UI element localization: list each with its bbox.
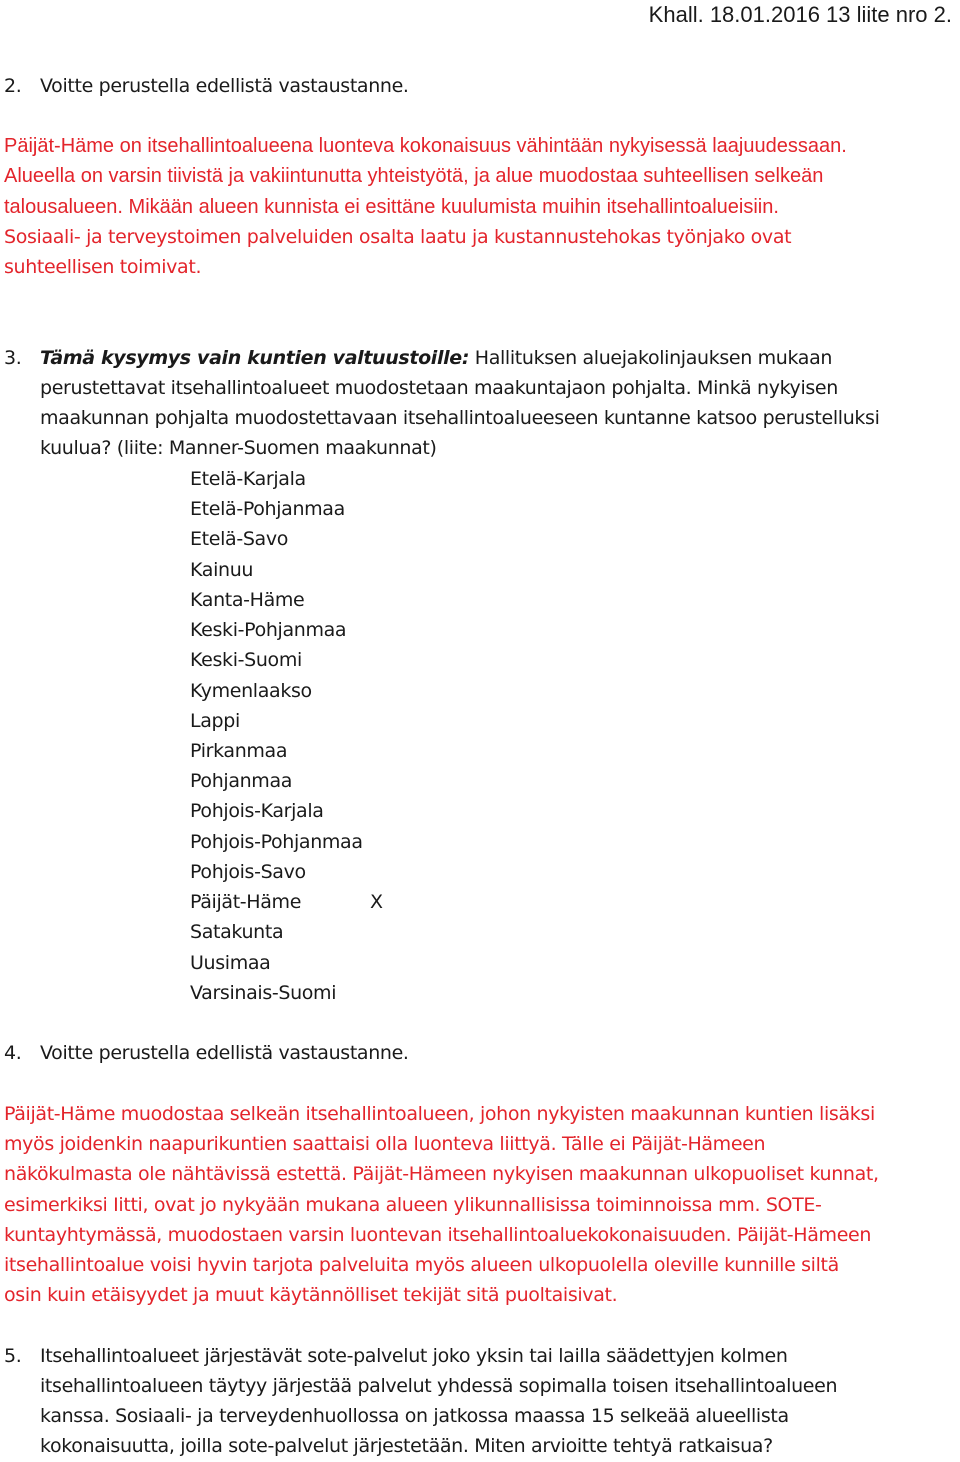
answer-4-line: näkökulmasta ole nähtävissä estettä. Päijät-Hämeen nykyisen maakunnan ulkopuoliset kunnat, [4,1163,879,1185]
question-4 [4,1038,409,1068]
question-2 [4,71,409,101]
answer-4-line: itsehallintoalue voisi hyvin tarjota palveluita myös alueen ulkopuolella oleville kunnille siltä [4,1254,839,1276]
answer-4-line: kuntayhtymässä, muodostaen varsin luontevan itsehallintoaluekokonaisuuden. Päijät-Hämeen [4,1224,872,1246]
region-option: Kymenlaakso [190,680,312,702]
answer-2-line: Päijät-Häme on itsehallintoalueena luonteva kokonaisuus vähintään nykyisessä laajuudessaan. [4,135,847,157]
region-option: Etelä-Karjala [190,468,306,490]
region-option: Kanta-Häme [190,589,305,611]
answer-4-line: Päijät-Häme muodostaa selkeän itsehallintoalueen, johon nykyisten maakunnan kuntien lisäksi [4,1103,875,1125]
region-option: Keski-Pohjanmaa [190,619,347,641]
question-4-number: 4. [4,1042,22,1064]
question-5-line: kokonaisuutta, joilla sote-palvelut järjestetään. Miten arvioitte tehtyä ratkaisua? [40,1435,773,1457]
question-2-text: Voitte perustella edellistä vastaustanne. [40,75,409,97]
answer-2-line: suhteellisen toimivat. [4,256,202,278]
answer-4-line: myös joidenkin naapurikuntien saattaisi olla luonteva liittyä. Tälle ei Päijät-Hämeen [4,1133,766,1155]
answer-2-line: talousalueen. Mikään alueen kunnista ei esittäne kuulumista muihin itsehallintoalueisiin. [4,196,779,218]
region-option-selected: Päijät-Häme [190,891,302,913]
question-3-line: maakunnan pohjalta muodostettavaan itsehallintoalueeseen kuntanne katsoo perustelluksi [40,407,880,429]
region-option: Pohjois-Pohjanmaa [190,831,363,853]
region-option: Keski-Suomi [190,649,302,671]
region-option: Kainuu [190,559,254,581]
region-option: Varsinais-Suomi [190,982,337,1004]
question-4-text: Voitte perustella edellistä vastaustanne. [40,1042,409,1064]
answer-4-line: osin kuin etäisyydet ja muut käytännölliset tekijät sitä puoltaisivat. [4,1284,618,1306]
region-option: Etelä-Savo [190,528,288,550]
answer-2-line: Sosiaali- ja terveystoimen palveluiden osalta laatu ja kustannustehokas työnjako ovat [4,226,792,248]
region-option: Pohjanmaa [190,770,293,792]
region-option: Satakunta [190,921,284,943]
page-header: Khall. 18.01.2016 13 liite nro 2. [648,2,952,27]
question-3-line: perustettavat itsehallintoalueet muodostetaan maakuntajaon pohjalta. Minkä nykyisen [40,377,838,399]
question-3-emphasis: Tämä kysymys vain kuntien valtuustoille: [40,347,470,369]
selection-mark: X [370,891,384,913]
question-3-text: Hallituksen aluejakolinjauksen mukaan [469,347,833,369]
question-5-line: kanssa. Sosiaali- ja terveydenhuollossa on jatkossa maassa 15 selkeää alueellista [40,1405,789,1427]
question-3-number: 3. [4,347,22,369]
question-3-line: kuulua? (liite: Manner-Suomen maakunnat) [40,437,437,459]
region-option: Pohjois-Karjala [190,800,324,822]
region-option: Etelä-Pohjanmaa [190,498,345,520]
question-2-number: 2. [4,75,22,97]
question-5-number: 5. [4,1345,22,1367]
answer-4-line: esimerkiksi Iitti, ovat jo nykyään mukana alueen ylikunnallisissa toiminnoissa mm. SOTE- [4,1194,822,1216]
question-5-line: itsehallintoalueen täytyy järjestää palvelut yhdessä sopimalla toisen itsehallintoalueen [40,1375,838,1397]
region-option: Lappi [190,710,240,732]
region-option: Pirkanmaa [190,740,288,762]
question-5-text: Itsehallintoalueet järjestävät sote-palvelut joko yksin tai lailla säädettyjen kolmen [40,1345,788,1367]
question-3 [4,343,832,373]
region-option: Pohjois-Savo [190,861,306,883]
region-option: Uusimaa [190,952,271,974]
question-5 [4,1341,788,1371]
answer-2-line: Alueella on varsin tiivistä ja vakiintunutta yhteistyötä, ja alue muodostaa suhteellisen selkeän [4,165,824,187]
